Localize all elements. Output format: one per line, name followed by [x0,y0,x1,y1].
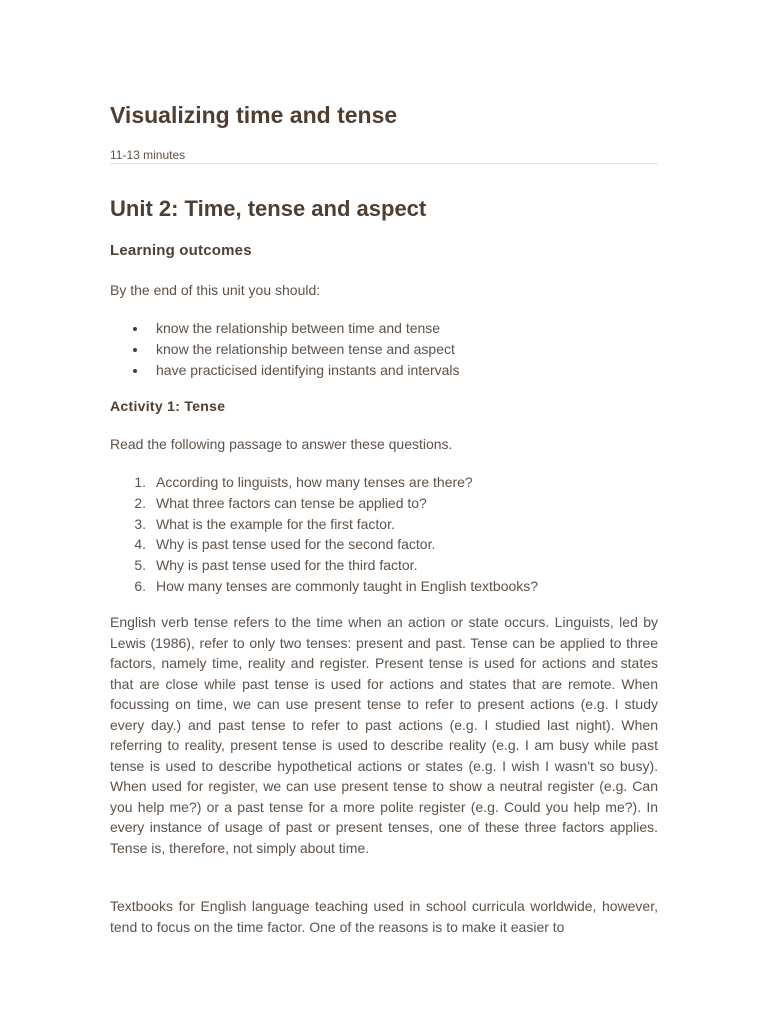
divider [110,163,658,164]
question-list [110,472,538,597]
bullet-icon [133,327,137,331]
list-item [110,360,460,381]
question-text: How many tenses are commonly taught in English textbooks? [156,577,539,594]
question-text: Why is past tense used for the third factor. [156,557,418,574]
list-item [110,318,460,339]
question-number: 5. [134,557,146,574]
outcomes-intro: By the end of this unit you should: [110,282,321,298]
reading-time: 11-13 minutes [110,148,186,162]
list-item [110,339,460,360]
list-item-text: know the relationship between time and tense [156,320,441,336]
question-number: 2. [134,494,146,511]
question-text: What three factors can tense be applied to? [156,494,427,511]
passage-paragraph: English verb tense refers to the time when an action or state occurs. Linguists, led by Lewis (1986), refer to only two tenses: present and past. Tense can be applied to three factors, namely time, reality and register. Present tense is used for actions and states that are close while past tense is used for actions and states that are remote. When focussing on time, we can use present tense to refer to present actions (e.g. I study every day.) and past tense to refer to past actions (e.g. I studied last night). When referring to reality, present tense is used to describe reality (e.g. I am busy while past tense is used to describe hypothetical actions or states (e.g. I wish I wasn't so busy). When used for register, we can use present tense to show a neutral register (e.g. Can you help me?) or a past tense for a more polite register (e.g. Could you help me?). In every instance of usage of past or present tenses, one of these three factors applies. Tense is, therefore, not simply about time. [110,614,658,856]
bullet-icon [133,369,137,373]
list-item-text: have practicised identifying instants and intervals [156,362,460,378]
question-number: 1. [134,474,146,490]
question-item [110,493,538,514]
list-item-text: know the relationship between tense and aspect [156,341,455,357]
activity-instruction: Read the following passage to answer these questions. [110,436,453,452]
question-item [110,534,538,555]
question-item [110,514,538,535]
learning-outcomes-list [110,318,460,381]
question-number: 4. [134,536,146,553]
question-text: According to linguists, how many tenses are there? [156,474,473,490]
learning-outcomes-heading: Learning outcomes [110,242,252,259]
question-text: What is the example for the first factor. [156,515,395,532]
page-title: Visualizing time and tense [110,102,398,128]
unit-heading: Unit 2: Time, tense and aspect [110,196,427,221]
question-number: 3. [134,515,146,532]
bullet-icon [133,348,137,352]
question-number: 6. [134,577,146,594]
question-item [110,472,538,493]
question-text: Why is past tense used for the second factor. [156,536,436,553]
passage-paragraph: Textbooks for English language teaching used in school curricula worldwide, however, tend to focus on the time factor. One of the reasons is to make it easier to [110,898,658,935]
activity-heading: Activity 1: Tense [110,398,226,414]
question-item [110,555,538,576]
question-item [110,576,538,597]
